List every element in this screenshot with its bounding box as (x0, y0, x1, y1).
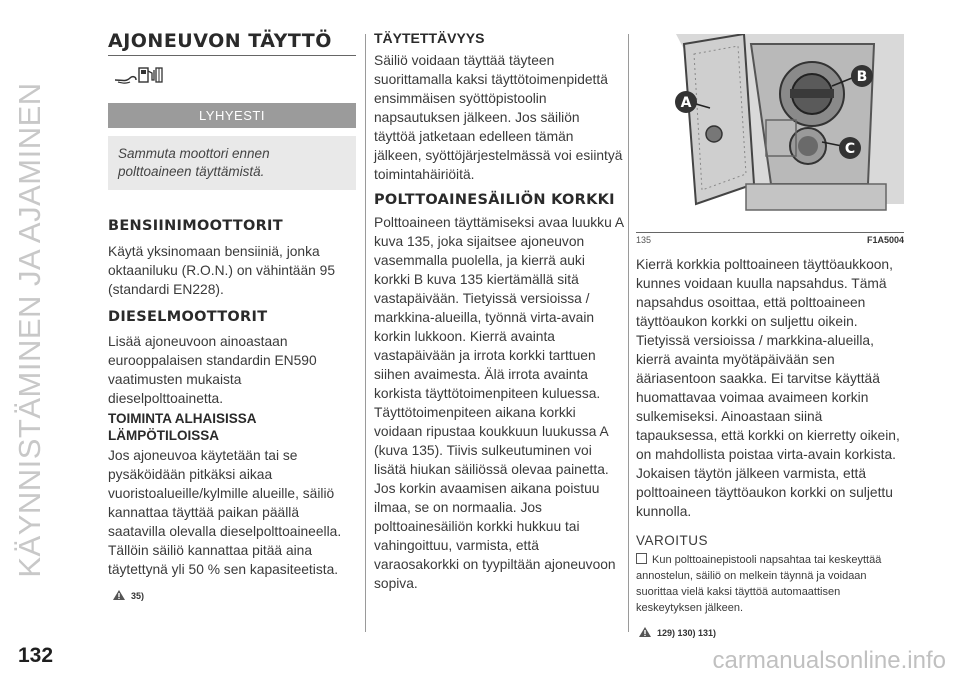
capacity-heading: TÄYTETTÄVYYS (374, 30, 485, 46)
warning-reference-numbers: 129) 130) 131) (657, 628, 717, 638)
diesel-text: Lisää ajoneuvoon ainoastaan eurooppalaisen standardin EN590 vaatimusten mukaista dieselpolttoainetta. (108, 334, 317, 406)
diesel-heading: DIESELMOOTTORIT (108, 309, 268, 325)
caution-box-icon (636, 553, 647, 564)
summary-label: LYHYESTI (108, 103, 356, 128)
warning-triangle-icon (112, 589, 126, 603)
fuel-door-illustration (636, 34, 904, 230)
petrol-text: Käytä yksinomaan bensiiniä, jonka oktaaniluku (R.O.N.) on vähintään 95 (standardi EN228). (108, 244, 336, 297)
column-2 (374, 30, 624, 593)
lowtemp-heading: TOIMINTA ALHAISISSA LÄMPÖTILOISSA (108, 411, 256, 443)
callout-label-a: A (680, 95, 692, 111)
column-3 (636, 34, 904, 640)
caution-text: Kun polttoainepistooli napsahtaa tai keskeyttää annostelun, säiliö on melkein täynnä ja voidaan suorittaa vielä kaksi täyttöä automaattisen keskeytyksen jälkeen. (636, 554, 882, 614)
fuel-cap-heading: POLTTOAINESÄILIÖN KORKKI (374, 192, 615, 208)
caution-note (636, 552, 904, 616)
section-title: AJONEUVON TÄYTTÖ (108, 30, 356, 56)
fuel-pump-icon (112, 62, 356, 88)
figure-caption (636, 232, 904, 245)
chapter-side-title-text: KÄYNNISTÄMINEN JA AJAMINEN (12, 82, 47, 578)
figure-number: 135 (636, 235, 652, 245)
figure-fuel-door (636, 34, 904, 230)
lowtemp-text: Jos ajoneuvoa käytetään tai se pysäköidään pitkäksi aikaa vuoristoalueille/kylmille alueille, säiliö kannattaa täyttää paikan päällä saatavilla olevalla dieselpolttoaineella. Tällöin säiliö kannattaa pitää aina täytettynä yli 50 % sen kapasiteetista. (108, 448, 342, 577)
petrol-heading: BENSIINIMOOTTORIT (108, 218, 283, 234)
column-1 (108, 30, 356, 603)
warning-triangle-icon (638, 626, 652, 640)
column-divider-1 (365, 34, 366, 632)
warning-reference (112, 589, 356, 603)
callout-label-b: B (856, 69, 868, 85)
figure-code: F1A5004 (866, 235, 904, 245)
capacity-text: Säiliö voidaan täyttää täyteen suorittamalla kaksi täyttötoimenpidettä ensimmäisen syöttöpistoolin napsautuksen jälkeen. Jos säiliön täyttöä jatketaan edelleen tämän jälkeen, syöttöjärjestelmässä voi esiintyä toimintahäiriöitä. (374, 53, 623, 182)
summary-note: Sammuta moottori ennen polttoaineen täyttämistä. (108, 136, 356, 190)
page-number: 132 (18, 644, 54, 667)
cap-closing-text: Kierrä korkkia polttoaineen täyttöaukkoon, kunnes voidaan kuulla napsahdus. Tämä napsahdus osoittaa, että polttoaineen täyttöaukon korkki on suljettu oikein. Tietyissä versioissa / markkina-alueilla, kierrä avainta myötäpäivään sen ääriasentoon saakka. Ei tarvitse käyttää huomattavaa voimaa avaimeen korkin sulkemiseksi. Ainoastaan siinä tapauksessa, että korkki on kierretty oikein, on mahdollista poistaa virta-avain korkista. Jokaisen täytön jälkeen varmista, että polttoaineen täyttöaukon korkki on suljettu kunnolla. (636, 257, 900, 519)
column-divider-2 (628, 34, 629, 632)
callout-label-c: C (844, 141, 856, 157)
watermark: carmanualsonline.info (712, 647, 946, 674)
caution-title: VAROITUS (636, 533, 709, 548)
warning-references (638, 626, 904, 640)
fuel-cap-text: Polttoaineen täyttämiseksi avaa luukku A kuva 135, joka sijaitsee ajoneuvon vasemmalla puolella, ja kierrä auki korkki B kuva 135 kiertämällä sitä vastapäivään. Tietyissä versioissa / markkina-alueilla, työnnä virta-avain korkin lukkoon. Kierrä avainta vastapäivään ja irrota korkki tarttuen siihen avaimesta. Älä irrota avainta korkista täyttötoimenpiteen kuluessa. Täyttötoimenpiteen aikana korkki voidaan ripustaa koukkuun luukussa A (kuva 135). Tiivis sulkeutuminen voi lisätä hiukan säiliössä olevaa painetta. Jos korkin avaamisen aikana poistuu ilmaa, se on normaalia. Jos polttoainesäiliön korkki hukkuu tai vahingoittuu, varmista, että varaosakorkki on tyypiltään ajoneuvoon sopiva. (374, 215, 624, 591)
warning-reference-number: 35) (131, 591, 145, 601)
